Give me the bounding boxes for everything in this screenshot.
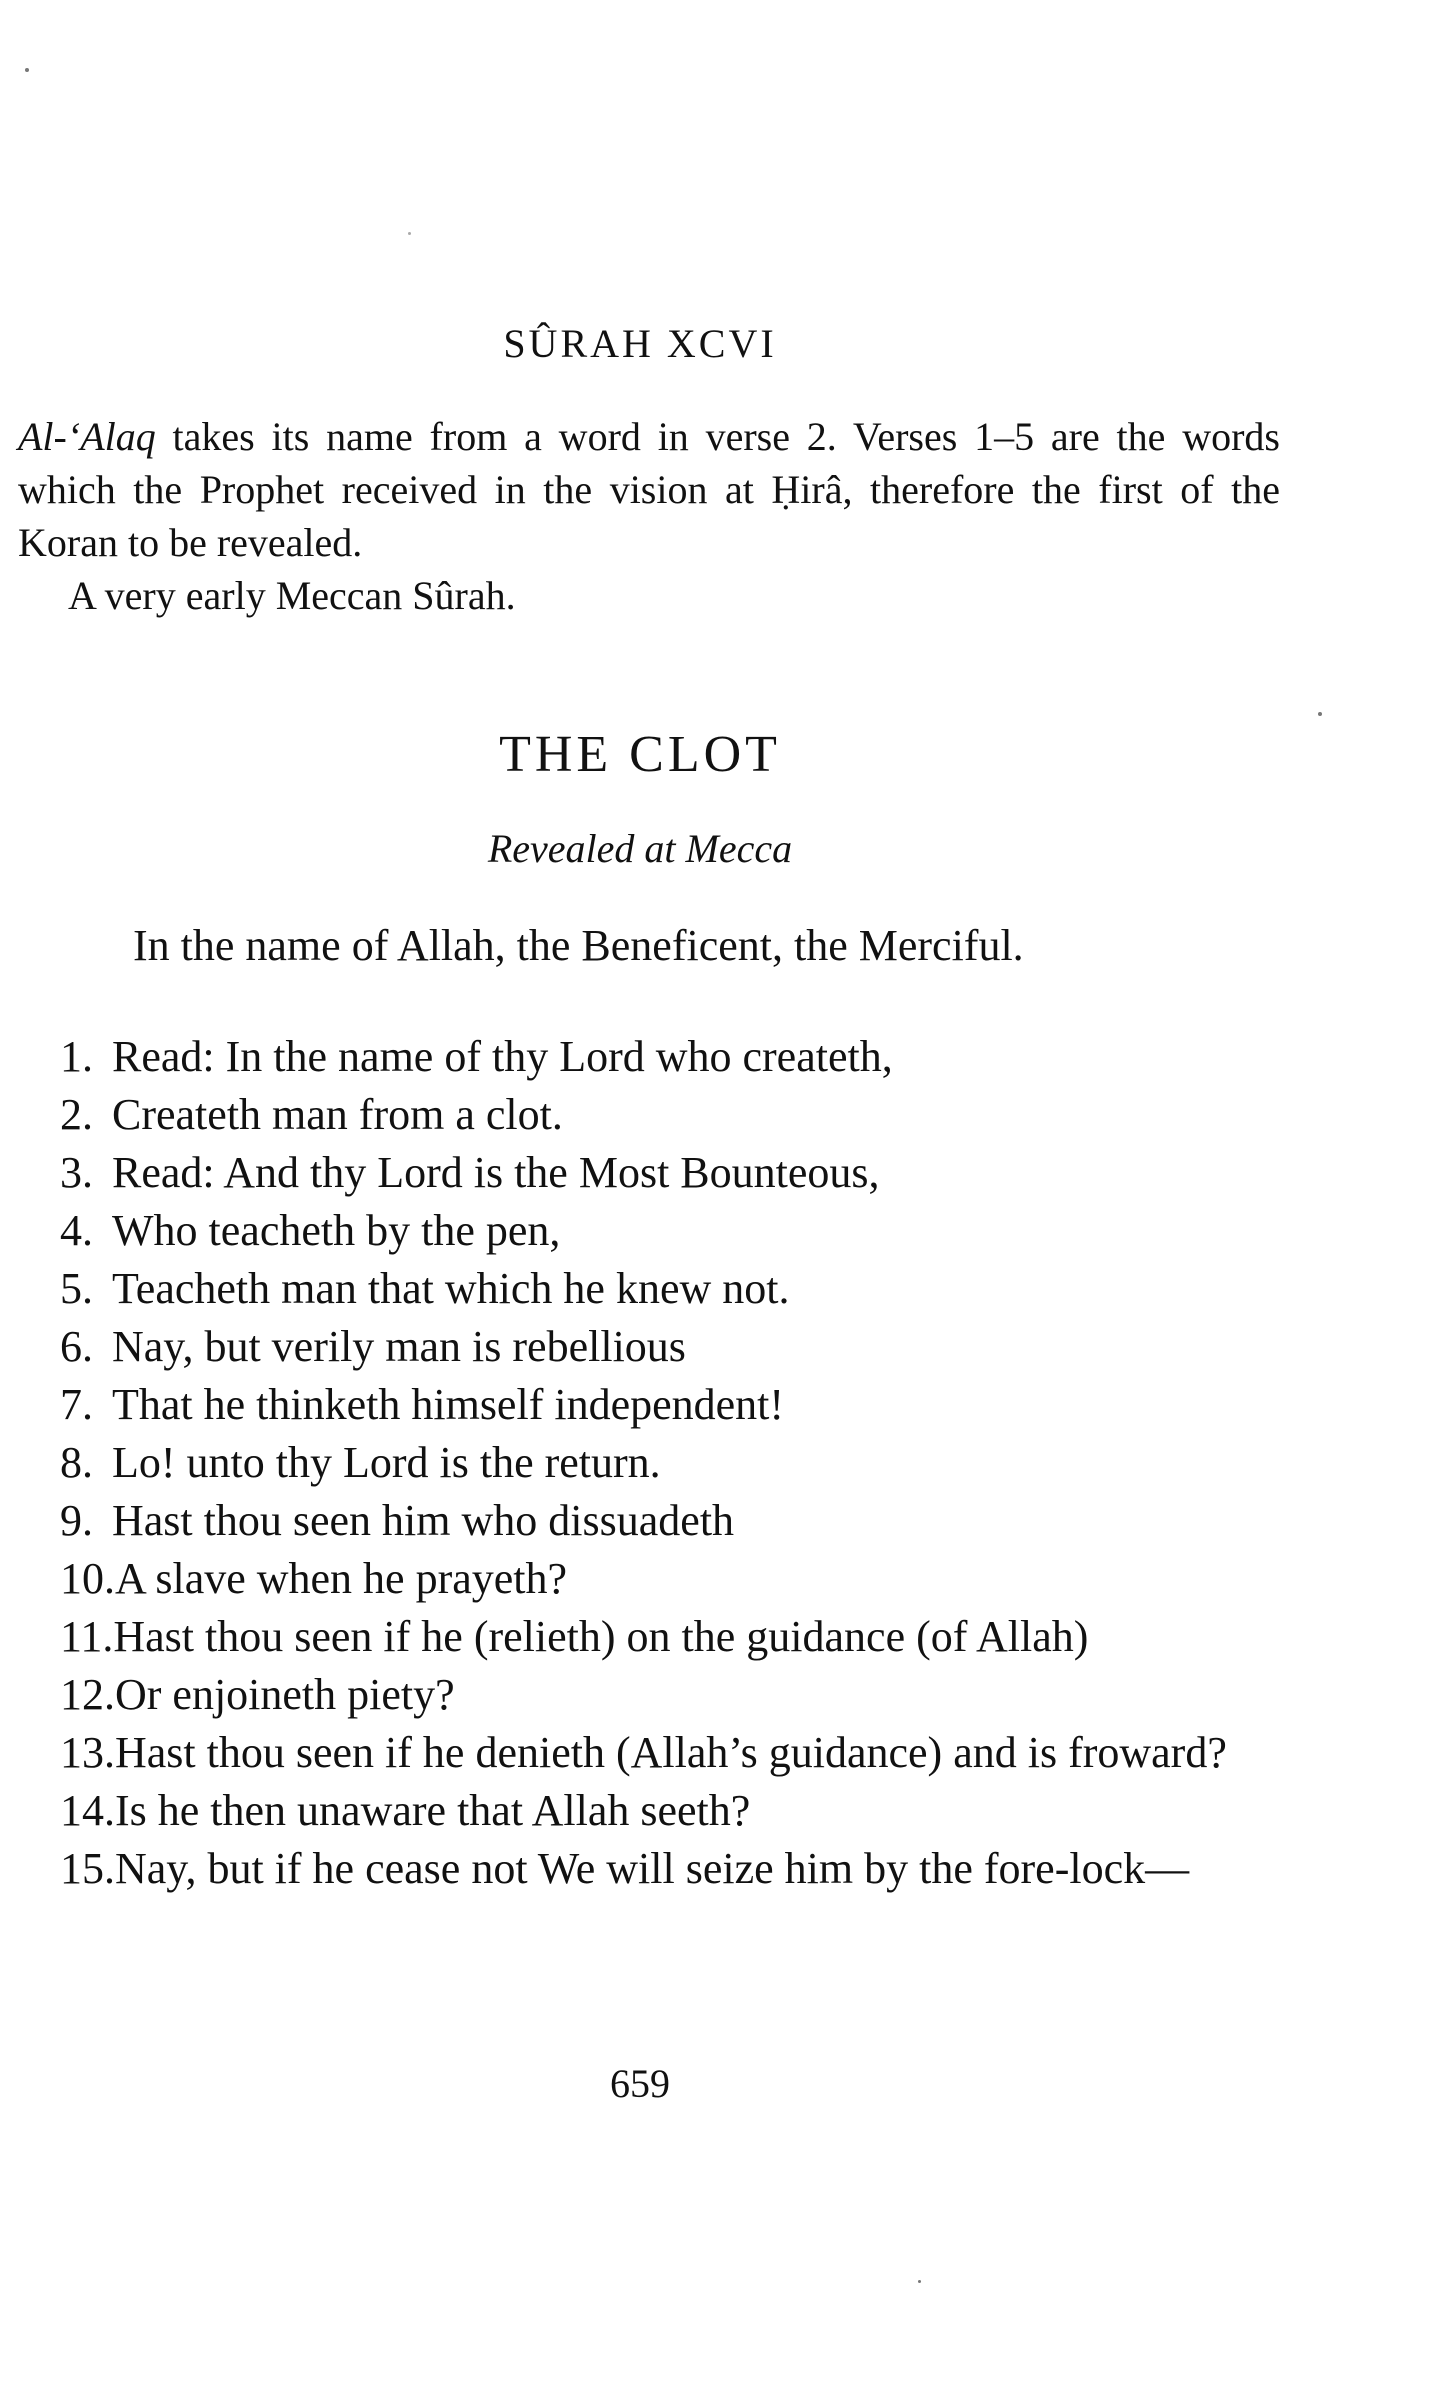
verse [18, 1434, 1283, 1492]
paper-speck [25, 68, 29, 72]
intro-note: A very early Meccan Sûrah. [68, 573, 516, 618]
surah-introduction [18, 410, 1280, 622]
surah-arabic-name: Al-‘Alaq [18, 414, 156, 459]
verse [18, 1724, 1283, 1782]
verse-text: Createth man from a clot. [112, 1090, 563, 1139]
verse [18, 1840, 1283, 1898]
paper-speck [1318, 712, 1322, 716]
verse-text: Read: In the name of thy Lord who createth, [112, 1032, 893, 1081]
verse-text: Teacheth man that which he knew not. [112, 1264, 790, 1313]
verse-text: Nay, but verily man is rebellious [112, 1322, 686, 1371]
verse-number: 12. [60, 1670, 115, 1719]
surah-title: THE CLOT [499, 726, 781, 783]
verse [18, 1666, 1283, 1724]
verse [18, 1086, 1283, 1144]
verse-number: 5. [60, 1264, 93, 1313]
verse-text: A slave when he prayeth? [115, 1554, 568, 1603]
verse-text: Or enjoineth piety? [115, 1670, 455, 1719]
paper-speck [918, 2280, 921, 2283]
verse [18, 1202, 1283, 1260]
verse-text: Who teacheth by the pen, [112, 1206, 561, 1255]
verse-text: Read: And thy Lord is the Most Bounteous, [112, 1148, 880, 1197]
verse-number: 2. [60, 1090, 93, 1139]
invocation: In the name of Allah, the Beneficent, the Merciful. [133, 921, 1024, 970]
verse [18, 1782, 1283, 1840]
verse-number: 3. [60, 1148, 93, 1197]
verse-number: 1. [60, 1032, 93, 1081]
verse-number: 11. [60, 1612, 114, 1661]
verse-number: 15. [60, 1844, 115, 1893]
verse [18, 1608, 1283, 1666]
verse [18, 1492, 1283, 1550]
verse-text: Is he then unaware that Allah seeth? [115, 1786, 751, 1835]
verse-text: Hast thou seen him who dissuadeth [112, 1496, 735, 1545]
intro-text: takes its name from a word in verse 2. Verses 1–5 are the words which the Prophet received in the vision at Ḥirâ, therefore the first of the Koran to be revealed. [18, 414, 1280, 565]
verse-number: 9. [60, 1496, 93, 1545]
verse-number: 14. [60, 1786, 115, 1835]
verse [18, 1028, 1283, 1086]
verse-list [18, 1028, 1283, 1898]
verse-text: Hast thou seen if he (relieth) on the guidance (of Allah) [113, 1612, 1089, 1661]
verse-text: That he thinketh himself independent! [112, 1380, 785, 1429]
verse-number: 7. [60, 1380, 93, 1429]
verse-number: 13. [60, 1728, 115, 1777]
verse-text: Nay, but if he cease not We will seize him by the fore-lock— [115, 1844, 1190, 1893]
verse-number: 8. [60, 1438, 93, 1487]
verse [18, 1260, 1283, 1318]
verse-text: Hast thou seen if he denieth (Allah’s guidance) and is froward? [115, 1728, 1227, 1777]
verse-number: 10. [60, 1554, 115, 1603]
intro-paragraph [18, 410, 1280, 569]
verse-number: 4. [60, 1206, 93, 1255]
verse [18, 1376, 1283, 1434]
verse [18, 1318, 1283, 1376]
verse-number: 6. [60, 1322, 93, 1371]
revelation-place: Revealed at Mecca [487, 826, 793, 871]
surah-heading: SÛRAH XCVI [503, 321, 777, 366]
verse-text: Lo! unto thy Lord is the return. [112, 1438, 661, 1487]
verse [18, 1144, 1283, 1202]
page-number: 659 [610, 2061, 670, 2106]
verse [18, 1550, 1283, 1608]
paper-speck [408, 232, 411, 235]
